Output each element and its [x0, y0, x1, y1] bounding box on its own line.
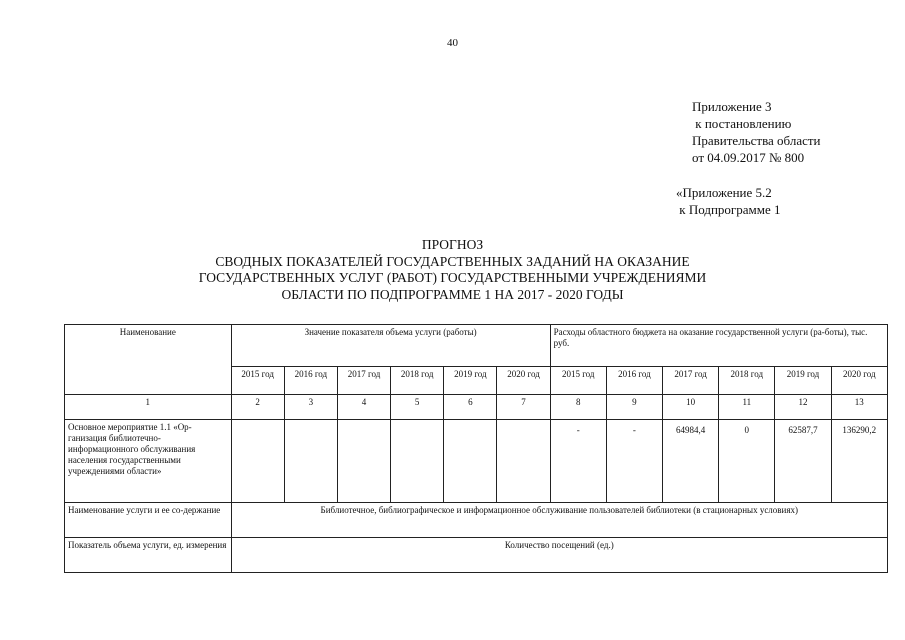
- column-number-cell: 8: [550, 395, 606, 420]
- year-cell: 2016 год: [284, 367, 337, 395]
- title-line: ГОСУДАРСТВЕННЫХ УСЛУГ (РАБОТ) ГОСУДАРСТВЕННЫМИ УЧРЕЖДЕНИЯМИ: [198, 270, 707, 285]
- column-number-cell: 5: [391, 395, 444, 420]
- header-name-cell: Наименование: [65, 325, 232, 395]
- column-number-cell: 7: [497, 395, 550, 420]
- appendix-5-2-line: «Приложение 5.2: [676, 185, 772, 200]
- volume-value-cell: [497, 420, 550, 503]
- column-number-cell: 1: [65, 395, 232, 420]
- indicator-value-cell: Количество посещений (ед.): [231, 538, 887, 573]
- table-row-volume-indicator: [65, 538, 888, 573]
- title-line: ПРОГНОЗ: [421, 237, 484, 252]
- service-label-cell: Наименование услуги и ее со-держание: [65, 503, 232, 538]
- title-line: ОБЛАСТИ ПО ПОДПРОГРАММЕ 1 НА 2017 - 2020 ГОДЫ: [281, 286, 624, 302]
- header-volume-cell: Значение показателя объема услуги (работы): [231, 325, 550, 367]
- volume-value-cell: [444, 420, 497, 503]
- table-row-main-activity: [65, 420, 888, 503]
- table-header-row: [65, 325, 888, 367]
- volume-value-cell: [284, 420, 337, 503]
- year-cell: 2017 год: [663, 367, 719, 395]
- appendix-3-line: Приложение 3: [692, 99, 772, 114]
- header-budget-cell: Расходы областного бюджета на оказание государственной услуги (ра-боты), тыс. руб.: [550, 325, 887, 367]
- main-activity-name-cell: Основное мероприятие 1.1 «Ор-ганизация библиотечно-информационного обслуживания населения государственными учреждениями области»: [65, 420, 232, 503]
- year-cell: 2020 год: [497, 367, 550, 395]
- volume-value-cell: [231, 420, 284, 503]
- budget-value-cell: 0: [719, 420, 775, 503]
- budget-value-cell: -: [550, 420, 606, 503]
- page-number: 40: [447, 37, 458, 49]
- volume-value-cell: [391, 420, 444, 503]
- budget-value-cell: 62587,7: [775, 420, 831, 503]
- title-line: СВОДНЫХ ПОКАЗАТЕЛЕЙ ГОСУДАРСТВЕННЫХ ЗАДАНИЙ НА ОКАЗАНИЕ: [215, 253, 690, 269]
- year-cell: 2019 год: [444, 367, 497, 395]
- column-number-cell: 10: [663, 395, 719, 420]
- budget-value-cell: -: [606, 420, 662, 503]
- forecast-table: [64, 324, 888, 573]
- indicator-label-cell: Показатель объема услуги, ед. измерения: [65, 538, 232, 573]
- column-number-cell: 2: [231, 395, 284, 420]
- column-number-cell: 13: [831, 395, 887, 420]
- volume-value-cell: [337, 420, 390, 503]
- year-cell: 2020 год: [831, 367, 887, 395]
- year-cell: 2016 год: [606, 367, 662, 395]
- year-cell: 2017 год: [337, 367, 390, 395]
- appendix-3-line: Правительства области: [692, 133, 821, 148]
- column-number-cell: 3: [284, 395, 337, 420]
- year-cell: 2018 год: [719, 367, 775, 395]
- table-column-numbers-row: [65, 395, 888, 420]
- year-cell: 2019 год: [775, 367, 831, 395]
- budget-value-cell: 136290,2: [831, 420, 887, 503]
- appendix-3-block: [692, 98, 821, 166]
- column-number-cell: 9: [606, 395, 662, 420]
- column-number-cell: 6: [444, 395, 497, 420]
- table-row-service-name: [65, 503, 888, 538]
- column-number-cell: 12: [775, 395, 831, 420]
- column-number-cell: 4: [337, 395, 390, 420]
- appendix-3-line: от 04.09.2017 № 800: [692, 150, 805, 165]
- year-cell: 2015 год: [231, 367, 284, 395]
- appendix-5-2-line: к Подпрограмме 1: [676, 202, 781, 217]
- service-value-cell: Библиотечное, библиографическое и информационное обслуживание пользователей библиотеки (в стационарных условиях): [231, 503, 887, 538]
- column-number-cell: 11: [719, 395, 775, 420]
- document-title: [0, 237, 905, 303]
- appendix-3-line: к постановлению: [692, 116, 792, 131]
- appendix-5-2-block: [676, 184, 780, 218]
- budget-value-cell: 64984,4: [663, 420, 719, 503]
- year-cell: 2015 год: [550, 367, 606, 395]
- year-cell: 2018 год: [391, 367, 444, 395]
